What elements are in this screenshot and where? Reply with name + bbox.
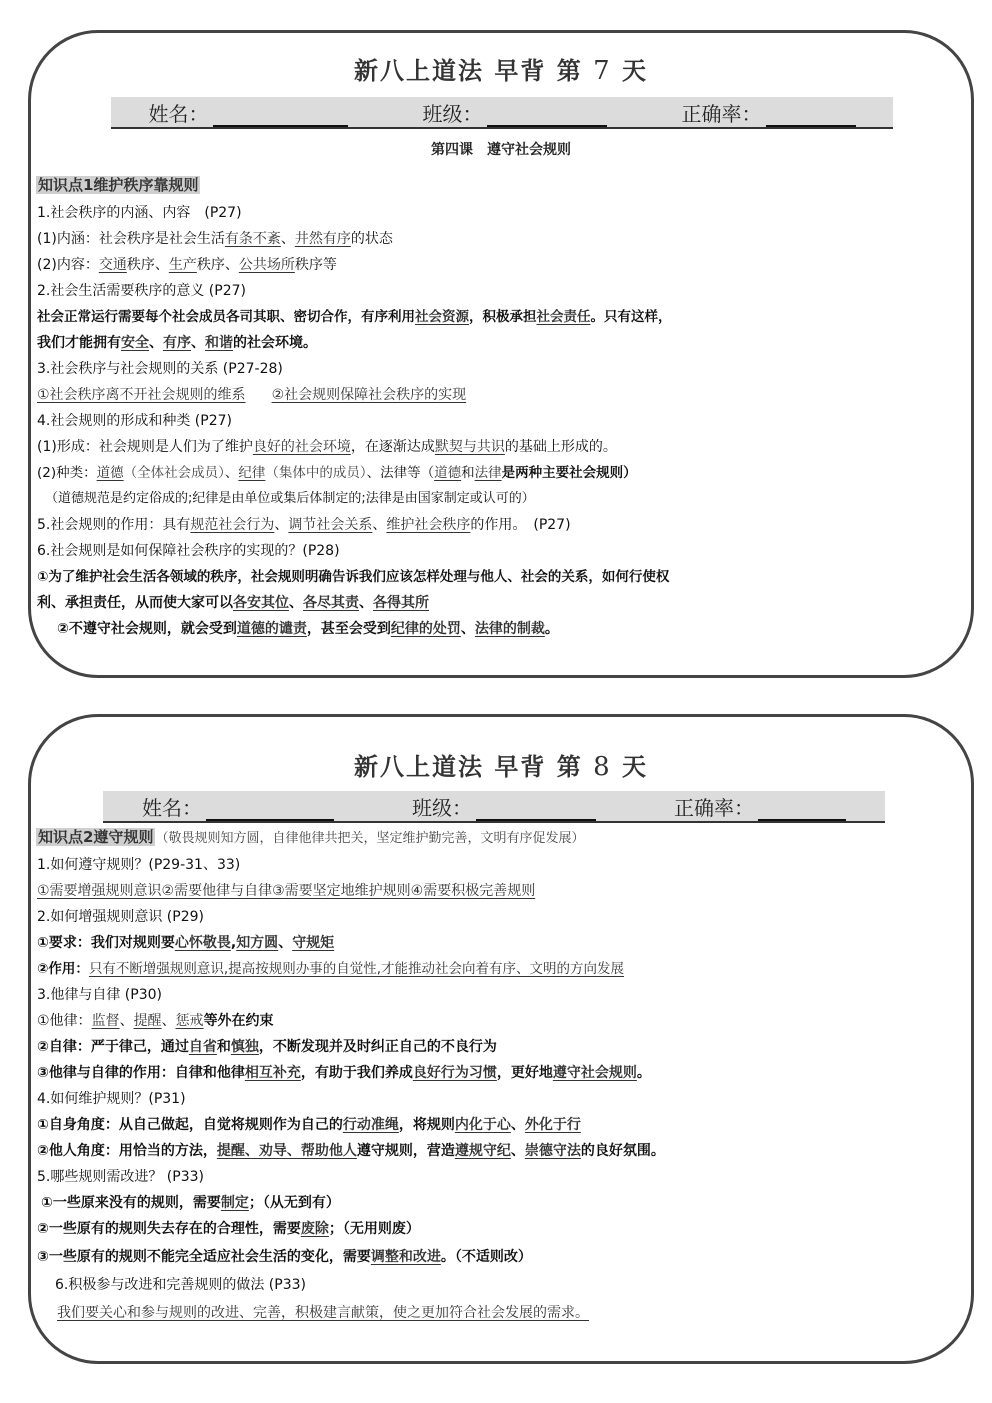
class-blank[interactable] [476,801,596,821]
day8-title-end: 天 [621,752,648,781]
class-label: 班级： [412,795,472,820]
text: ，更好地 [496,1065,553,1081]
key-term: 自省 [188,1039,217,1055]
accuracy-blank[interactable] [758,801,846,821]
question-3 [37,985,162,1005]
text: 、 [278,935,293,951]
answer-2a [37,933,334,953]
key-term: 各安其位 [233,595,289,611]
text: 秩序、 [126,257,169,273]
text: 的基础上形成的。 [504,439,617,455]
answer-2b [37,333,317,353]
text: ，不断发现并及时纠正自己的不良行为 [258,1039,497,1055]
text: ①自身角度：从自己做起，自觉将规则作为自己的 [37,1117,343,1133]
day7-card [28,30,974,678]
text: ，有助于我们养成 [300,1065,413,1081]
answer-2b [37,959,624,979]
key-term: 公共场所 [238,257,295,273]
q6-text: 6.积极参与改进和完善规则的做法 (P33) [55,1277,306,1293]
text: 、 [224,465,239,481]
key-term: 井然有序 [294,231,351,247]
day8-name-bar [103,791,885,823]
text: ，甚至会受到 [306,621,391,637]
accuracy-blank[interactable] [766,107,856,127]
key-term: 知方圆 [236,935,279,951]
answer-3c [37,1063,651,1083]
answer-5a [41,1193,340,1213]
question-4 [37,411,232,431]
key-term: 崇德守法 [524,1143,581,1159]
text: 、 [510,1117,525,1133]
key-term: ①社会秩序离不开社会规则的维系 [37,387,246,403]
text: 、 [280,231,295,247]
name-label: 姓名： [148,101,209,126]
key-term: 废除 [300,1221,329,1237]
key-term: 遵守社会规则 [552,1065,637,1081]
question-2 [37,281,246,301]
kp-label: 知识点1维护秩序靠规则 [38,176,199,194]
text: ②他人角度：用恰当的方法， [37,1143,217,1159]
name-blank[interactable] [213,107,348,127]
q3-text: 3.社会秩序与社会规则的关系 (P27-28) [37,361,283,377]
text: 和 [216,1039,231,1055]
name-blank[interactable] [206,801,334,821]
key-term: 维护社会秩序 [386,517,471,533]
key-term: 道德的谴责 [236,621,307,637]
text: , [230,935,237,951]
accuracy-label: 正确率： [681,101,762,126]
answer-4b [37,1141,665,1161]
text: 、 [372,517,387,533]
key-term: 交通 [98,257,127,273]
key-term: 社会责任 [536,309,591,325]
key-term: 心怀敬畏 [174,935,231,951]
text: ②不遵守社会规则，就会受到 [57,621,237,637]
question-1 [37,855,240,875]
text: 、 [119,1013,134,1029]
key-term: 提醒 [133,1013,162,1029]
answer-5c [37,1247,532,1267]
kp-label: 知识点2遵守规则 [38,828,154,846]
question-4 [37,1089,186,1109]
q3-text: 3.他律与自律 (P30) [37,987,162,1003]
text: 、 [149,335,163,351]
day7-day-number: 7 [593,56,612,86]
text: 、 [161,1013,176,1029]
text: 秩序等 [294,257,337,273]
accuracy-label: 正确率： [674,795,754,820]
key-term: 规范社会行为 [190,517,275,533]
day7-title-end: 天 [621,56,648,85]
answer-1a [37,229,393,249]
key-term: 监督 [91,1013,120,1029]
key-term: 安全 [121,335,149,351]
note: （道德规范是约定俗成的;纪律是由单位或集后体制定的;法律是由国家制定或认可的） [45,491,535,506]
text: (1)形成：社会规则是人们为了维护 [37,439,253,455]
text: 、 [274,517,289,533]
answer-6c [57,619,559,639]
text: ，积极承担 [469,309,537,325]
text: 5.社会规则的作用：具有 [37,517,191,533]
day8-card [28,714,974,1364]
answer-1 [37,881,535,901]
answer-1b [37,255,337,275]
text: 是两种主要社会规则） [501,465,637,481]
text: 、 [289,595,303,611]
text: 我们才能拥有 [37,335,121,351]
text: ，将规则 [398,1117,455,1133]
text: 遵守规则，营造 [356,1143,455,1159]
answer-3b [37,1037,497,1057]
key-term: 道德 [434,465,462,481]
lesson-heading: 第四课 遵守社会规则 [431,142,571,158]
key-term: 各得其所 [373,595,429,611]
text: 、法律等（ [366,465,435,481]
text: 、 [510,1143,525,1159]
key-term: 调整和改进 [370,1249,441,1265]
answer-3a [37,1011,274,1031]
key-term: 各尽其责 [303,595,359,611]
note: （全体社会成员） [123,465,225,481]
text: ；（从无到有） [248,1195,340,1211]
text: 的作用。 (P27) [470,517,571,533]
text: 利、承担责任，从而使大家可以 [37,595,233,611]
answer-4a [37,437,617,457]
q6-text: 6.社会规则是如何保障社会秩序的实现的？(P28) [37,543,340,559]
text: ①为了维护社会生活各领域的秩序，社会规则明确告诉我们应该怎样处理与他人、社会的关系，如何行使权 [37,569,670,585]
text: 的社会环境。 [233,335,317,351]
text: ①他律： [37,1013,92,1029]
class-label: 班级： [422,101,483,126]
key-term: 相互补充 [244,1065,301,1081]
text: (2)种类： [37,465,97,481]
text: 的状态 [350,231,393,247]
text: ①一些原来没有的规则，需要 [41,1195,221,1211]
text: ①要求：我们对规则要 [37,935,175,951]
answer-4b [37,463,637,483]
text: 的良好氛围。 [580,1143,665,1159]
q4-text: 4.社会规则的形成和种类 (P27) [37,413,232,429]
knowledge-point-title [36,827,584,849]
answer-6b [37,593,429,613]
key-term: 制定 [220,1195,249,1211]
text: ②一些原有的规则失去存在的合理性，需要 [37,1221,301,1237]
knowledge-point-title [36,175,200,195]
text: 。（不适则改） [440,1249,532,1265]
key-term: 道德 [96,465,124,481]
question-1 [37,203,242,223]
key-term: 有序 [163,335,191,351]
answer-6a [37,567,669,587]
key-term: 良好的社会环境 [252,439,351,455]
key-term: 有条不紊 [224,231,281,247]
text: (1)内涵：社会秩序是社会生活 [37,231,225,247]
key-term: ①需要增强规则意识②需要他律与自律③需要坚定地维护规则④需要积极完善规则 [37,883,536,899]
answer-5b [37,1219,420,1239]
key-term: 慎独 [230,1039,259,1055]
q2-text: 2.如何增强规则意识 (P29) [37,909,204,925]
text: 社会正常运行需要每个社会成员各司其职、密切合作，有序利用 [37,309,415,325]
key-term: 社会资源 [415,309,469,325]
key-term: 行动准绳 [342,1117,399,1133]
key-term: 我们要关心和参与规则的改进、完善，积极建言献策，使之更加符合社会发展的需求。 [57,1305,589,1321]
key-term: 法律的制裁 [474,621,545,637]
key-term: 默契与共识 [434,439,505,455]
note: （集体中的成员） [265,465,367,481]
key-term: 和谐 [205,335,233,351]
text: ③一些原有的规则不能完全适应社会生活的变化，需要 [37,1249,371,1265]
text: ②自律：严于律己，通过 [37,1039,189,1055]
kp-note: （敬畏规则知方圆，自律他律共把关，坚定维护勤完善，文明有序促发展） [155,831,585,846]
key-term: 惩戒 [175,1013,204,1029]
text: 。 [636,1065,651,1081]
text: (2)内容： [37,257,99,273]
text: 、 [191,335,205,351]
day7-name-bar [111,97,893,129]
text: 等外在约束 [203,1013,274,1029]
day7-title-main: 新八上道法 早背 第 [354,56,583,85]
question-5 [37,515,571,535]
day8-day-number: 8 [593,752,612,782]
key-term: 遵规守纪 [454,1143,511,1159]
question-5 [37,1167,204,1187]
name-label: 姓名： [142,795,202,820]
key-term: 法律 [474,465,502,481]
text: ③他律与自律的作用：自律和他律 [37,1065,245,1081]
key-term: 生产 [168,257,197,273]
key-term: 内化于心 [454,1117,511,1133]
key-term: 调节社会关系 [288,517,373,533]
text: 秩序、 [196,257,239,273]
key-term: 守规矩 [292,935,335,951]
question-2 [37,907,204,927]
text: 、 [359,595,373,611]
text: 。只有这样， [590,309,672,325]
key-term: 只有不断增强规则意识,提高按规则办事的自觉性,才能推动社会向着有序、文明的方向发展 [88,961,625,977]
text: 。 [544,621,559,637]
day7-title [31,51,971,86]
question-6 [37,541,340,561]
day8-title [31,747,971,782]
answer-4a [37,1115,581,1135]
q1-text: 1.社会秩序的内涵、内容 (P27) [37,205,242,221]
text: ；（无用则废） [328,1221,420,1237]
text: ，在逐渐达成 [350,439,435,455]
answer-6 [57,1303,589,1323]
key-term: 纪律 [238,465,266,481]
text: 和 [461,465,475,481]
text: 、 [460,621,475,637]
q5-text: 5.哪些规则需改进？ (P33) [37,1169,204,1185]
answer-4c [45,489,535,509]
answer-2a [37,307,672,327]
key-term: 提醒、劝导、帮助他人 [216,1143,357,1159]
question-3 [37,359,283,379]
key-term: 良好行为习惯 [412,1065,497,1081]
question-6 [55,1275,306,1295]
q1-text: 1.如何遵守规则？(P29-31、33) [37,857,241,873]
key-term: 纪律的处罚 [390,621,461,637]
key-term: 外化于行 [524,1117,581,1133]
class-blank[interactable] [487,107,607,127]
key-term: ②社会规则保障社会秩序的实现 [271,387,467,403]
day8-title-main: 新八上道法 早背 第 [354,752,583,781]
answer-3 [37,385,466,405]
q2-text: 2.社会生活需要秩序的意义 (P27) [37,283,246,299]
text: ②作用： [37,961,89,977]
q4-text: 4.如何维护规则？(P31) [37,1091,186,1107]
